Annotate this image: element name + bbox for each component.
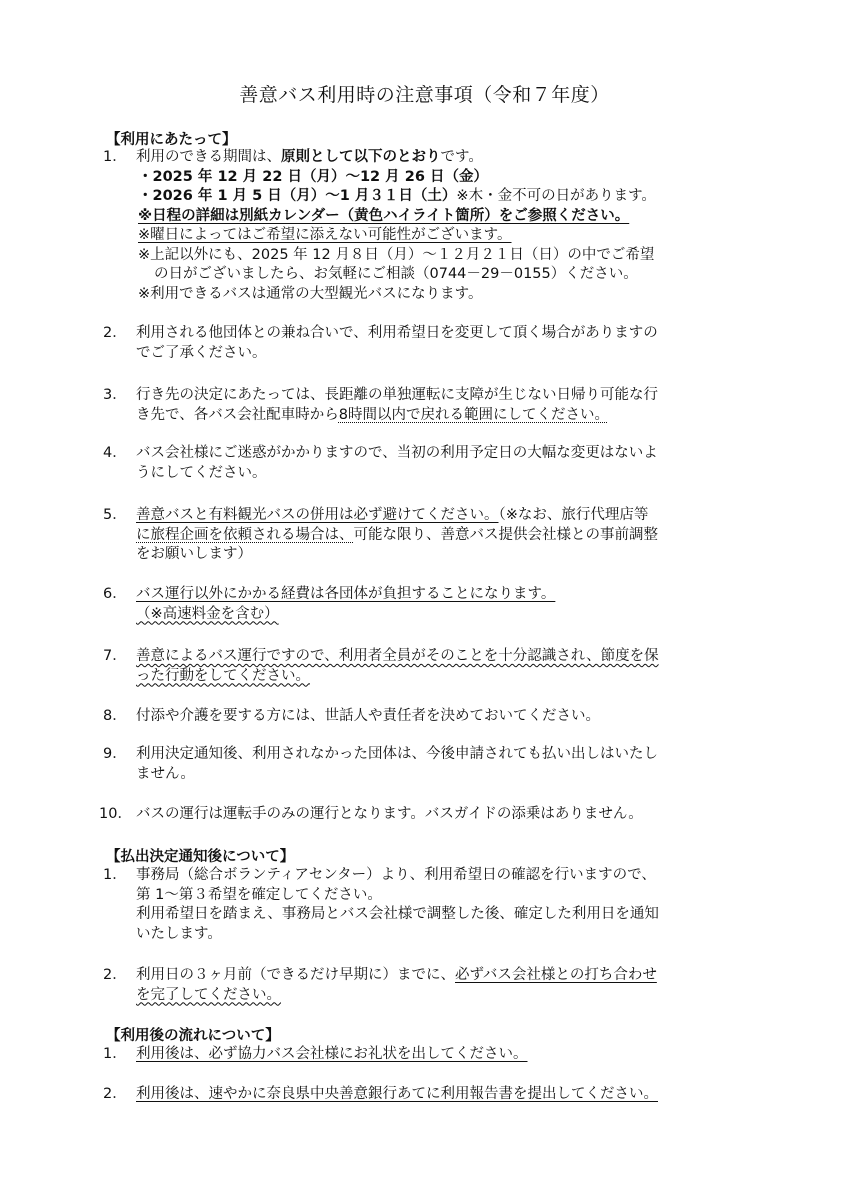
item-text: ません。 bbox=[136, 765, 195, 782]
item-text: 可能な限り、善意バス提供会社様との事前調整 bbox=[353, 526, 658, 543]
usage-item-7 bbox=[103, 647, 763, 686]
item-text: バス会社様にご迷惑がかかりますので、当初の利用予定日の大幅な変更はないよ bbox=[136, 445, 658, 461]
item-emphasis: 善意バスと有料観光バスの併用は必ず避けてください。 bbox=[136, 507, 499, 523]
item-number: 8． bbox=[103, 708, 127, 724]
period-1: ・2025 年 12 月 22 日（月）～12 月 26 日（金） bbox=[138, 168, 488, 185]
period-2-note: ※木・金不可の日があります。 bbox=[456, 188, 656, 204]
other-dates-note: ※上記以外にも、2025 年 12 月８日（月）～１２月２１日（日）の中でご希望 bbox=[138, 246, 655, 263]
item-text: バスの運行は運転手のみの運行となります。バスガイドの添乗はありません。 bbox=[136, 806, 643, 822]
item-text: 付添や介護を要する方には、世話人や責任者を決めておいてください。 bbox=[136, 708, 600, 724]
usage-item-6 bbox=[103, 585, 763, 624]
item-text: いたします。 bbox=[136, 925, 222, 942]
item-number: 9． bbox=[103, 746, 127, 762]
item-number: 3． bbox=[103, 387, 127, 403]
item-text: 行き先の決定にあたっては、長距離の単独運転に支障が生じない日帰り可能な行 bbox=[136, 387, 658, 403]
item-emphasis: 善意によるバス運行ですので、利用者全員がそのことを十分認識され、節度を保 bbox=[136, 648, 659, 664]
calendar-note: ※日程の詳細は別紙カレンダー（黄色ハイライト箇所）をご参照ください。 bbox=[138, 207, 630, 224]
usage-item-3 bbox=[103, 386, 763, 425]
item-emphasis: 必ずバス会社様との打ち合わせ bbox=[455, 967, 657, 983]
section-heading-after-notice: 【払出決定通知後について】 bbox=[106, 849, 295, 865]
item-number: 10． bbox=[99, 806, 132, 822]
item-number: 4． bbox=[103, 445, 127, 461]
usage-item-2 bbox=[103, 324, 763, 363]
item-text: き先で、各バス会社配車時から bbox=[136, 406, 339, 423]
item-number: 5． bbox=[103, 507, 127, 523]
after-item-2 bbox=[103, 1085, 763, 1105]
item-number: 2． bbox=[103, 325, 127, 341]
item-emphasis: に旅程企画を依頼される場合は、 bbox=[136, 526, 354, 543]
after-item-1 bbox=[103, 1045, 763, 1065]
item-text: 第 1～第３希望を確定してください。 bbox=[136, 886, 382, 903]
usage-item-1 bbox=[103, 148, 763, 304]
section-heading-after-use: 【利用後の流れについて】 bbox=[106, 1028, 280, 1044]
period-2: ・2026 年 1 月 5 日（月）～1 月３１日（土） bbox=[138, 188, 457, 204]
usage-item-9 bbox=[103, 745, 763, 784]
item-text: （※なお、旅行代理店等 bbox=[498, 507, 649, 523]
item-text: 事務局（総合ボランティアセンター）より、利用希望日の確認を行いますので、 bbox=[136, 867, 656, 883]
item-number: 1． bbox=[103, 867, 127, 883]
item-emphasis: 8時間以内で戻れる範囲にしてください。 bbox=[338, 406, 609, 423]
item-text: 利用希望日を踏まえ、事務局とバス会社様で調整した後、確定した利用日を通知 bbox=[136, 906, 659, 922]
other-dates-contact: の日がございましたら、お気軽にご相談（0744－29－0155）ください。 bbox=[154, 266, 638, 282]
item-number: 1． bbox=[103, 1046, 127, 1062]
item-emphasis: 利用後は、速やかに奈良県中央善意銀行あてに利用報告書を提出してください。 bbox=[136, 1086, 658, 1102]
notice-item-2 bbox=[103, 966, 763, 1005]
period-suffix: です。 bbox=[440, 149, 483, 165]
item-number: 2． bbox=[103, 967, 127, 983]
item-number: 7． bbox=[103, 648, 127, 664]
item-emphasis: った行動をしてください。 bbox=[136, 667, 310, 684]
item-number: 6． bbox=[103, 586, 127, 602]
item-text: 利用決定通知後、利用されなかった団体は、今後申請されても払い出しはいたし bbox=[136, 746, 658, 762]
item-text: でご了承ください。 bbox=[136, 344, 267, 361]
usage-item-10 bbox=[99, 805, 763, 825]
weekday-note: ※曜日によってはご希望に添えない可能性がございます。 bbox=[138, 227, 512, 243]
item-text: をお願いします） bbox=[136, 546, 252, 562]
item-emphasis: （※高速料金を含む） bbox=[136, 605, 279, 622]
notice-item-1 bbox=[103, 866, 763, 944]
period-principle: 原則として以下のとおり bbox=[281, 149, 441, 165]
item-emphasis: を完了してください。 bbox=[136, 986, 281, 1003]
bus-type-note: ※利用できるバスは通常の大型観光バスになります。 bbox=[138, 285, 483, 302]
item-text: うにしてください。 bbox=[136, 464, 267, 481]
item-emphasis: バス運行以外にかかる経費は各団体が負担することになります。 bbox=[136, 586, 556, 602]
section-heading-usage: 【利用にあたって】 bbox=[106, 132, 237, 148]
usage-item-4 bbox=[103, 444, 763, 483]
item-number: 1． bbox=[103, 149, 127, 165]
usage-item-8 bbox=[103, 707, 763, 727]
period-intro: 利用のできる期間は、 bbox=[136, 149, 281, 165]
item-text: 利用日の３ヶ月前（できるだけ早期に）までに、 bbox=[136, 967, 455, 983]
usage-item-5 bbox=[103, 506, 763, 565]
item-text: 利用される他団体との兼ね合いで、利用希望日を変更して頂く場合がありますの bbox=[136, 325, 658, 341]
item-emphasis: 利用後は、必ず協力バス会社様にお礼状を出してください。 bbox=[136, 1046, 528, 1062]
item-number: 2． bbox=[103, 1086, 127, 1102]
page-title: 善意バス利用時の注意事項（令和７年度） bbox=[239, 84, 610, 106]
